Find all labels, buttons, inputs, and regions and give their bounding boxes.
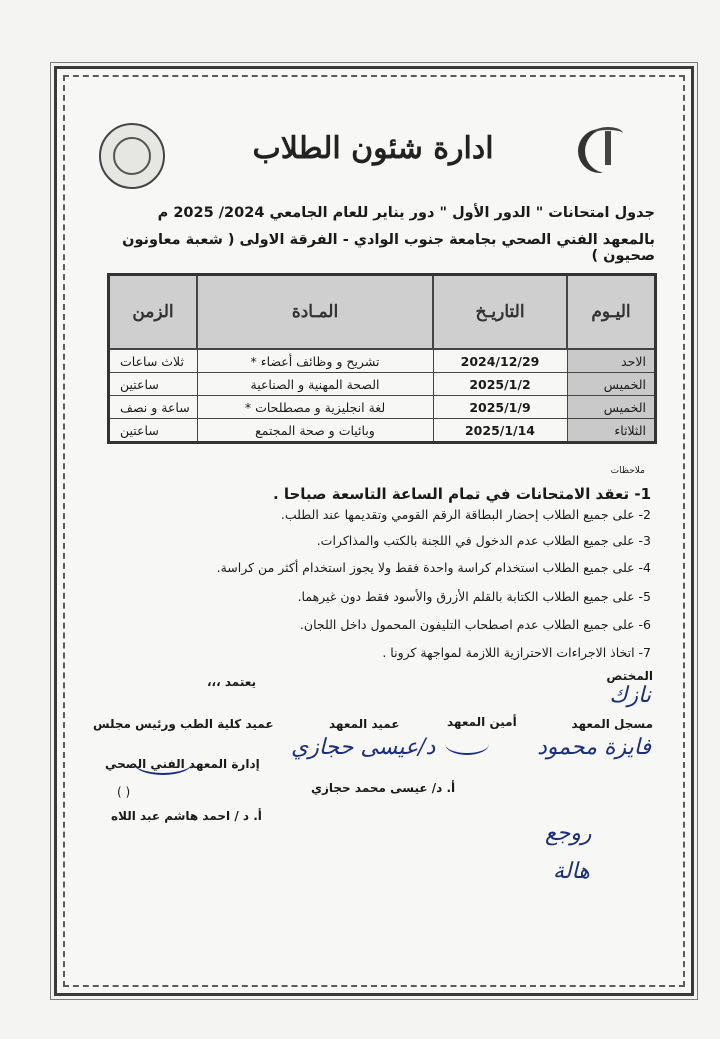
exam-schedule-sheet [54,66,694,996]
note-item: 4- على جميع الطلاب استخدام كراسة واحدة فقط ولا يجوز استخدام أكثر من كراسة. [216,560,651,575]
schedule-subtitle: بالمعهد الفني الصحي بجامعة جنوب الوادي - الفرقة الاولى ( شعبة معاونون صحيون ) [122,232,655,264]
exam-schedule-table [107,273,657,444]
cell-subject: تشريح و وظائف أعضاء * [197,349,433,373]
dean-college-label-line2: إدارة المعهد الفني الصحي [105,757,260,771]
dean-college-parentheses: ( ) [117,785,131,799]
dean-college-name: أ. د / احمد هاشم عبد اللاه [111,809,262,823]
cell-duration: ساعتين [109,419,198,443]
cell-day: الاحد [567,349,656,373]
reviewed-signature: روجع [545,821,592,846]
cell-day: الثلاثاء [567,419,656,443]
note-item: 7- اتخاذ الاجراءات الاحترازية اللازمة لمواجهة كرونا . [382,645,651,660]
note-item: 3- على جميع الطلاب عدم الدخول في اللجنة بالكتب والمذاكرات. [316,533,651,548]
header-duration: الزمن [109,275,198,350]
dean-college-signature-mark [133,749,193,775]
cell-duration: ساعتين [109,373,198,396]
cell-day: الخميس [567,373,656,396]
cell-subject: لغة انجليزية و مصطلحات * [197,396,433,419]
palm-tree-icon [605,131,611,165]
dean-institute-signature: د/عيسى حجازي [291,735,436,760]
secretary-label: أمين المعهد [447,715,517,729]
dean-institute-name: أ. د/ عيسى محمد حجازي [311,781,456,795]
note-item: 2- على جميع الطلاب إحضار البطاقة الرقم القومي وتقديمها عند الطلب. [280,507,651,522]
cell-subject: الصحة المهنية و الصناعية [197,373,433,396]
table-row [109,373,656,396]
bottom-signature: هالة [553,859,590,884]
header-subject: المـادة [197,275,433,350]
cell-date: 2025/1/14 [433,419,567,443]
cell-date: 2025/1/2 [433,373,567,396]
header-band [93,119,649,193]
university-logo-icon [99,123,165,189]
specialist-label: المختص [606,669,653,683]
notes-heading: ملاحظات [610,466,645,476]
specialist-signature: نازك [609,683,651,708]
registrar-signature: فايزة محمود [537,735,651,760]
table-row [109,419,656,443]
institute-logo-icon [575,121,645,187]
cell-duration: ثلاث ساعات [109,349,198,373]
table-row [109,396,656,419]
dean-institute-label: عميد المعهد [329,717,400,731]
note-item: 1- تعقد الامتحانات في تمام الساعة التاسعة صباحا . [272,485,651,503]
cell-day: الخميس [567,396,656,419]
header-day: اليـوم [567,275,656,350]
approved-label: يعتمد ،،، [207,675,257,689]
cell-subject: وبائيات و صحة المجتمع [197,419,433,443]
secretary-signature-mark [445,733,489,755]
dean-college-label: عميد كلية الطب ورئيس مجلس [93,717,274,731]
cell-date: 2024/12/29 [433,349,567,373]
table-header-row [109,275,656,350]
header-date: التاريـخ [433,275,567,350]
note-item: 5- على جميع الطلاب الكتابة بالقلم الأزرق والأسود فقط دون غيرهما. [297,589,651,604]
office-title: ادارة شئون الطلاب [252,131,494,166]
cell-duration: ساعة و نصف [109,396,198,419]
cell-date: 2025/1/9 [433,396,567,419]
schedule-title: جدول امتحانات " الدور الأول " دور يناير للعام الجامعي 2024/ 2025 م [157,205,655,221]
table-row [109,349,656,373]
registrar-label: مسجل المعهد [571,717,653,731]
note-item: 6- على جميع الطلاب عدم اصطحاب التليفون المحمول داخل اللجان. [299,617,651,632]
